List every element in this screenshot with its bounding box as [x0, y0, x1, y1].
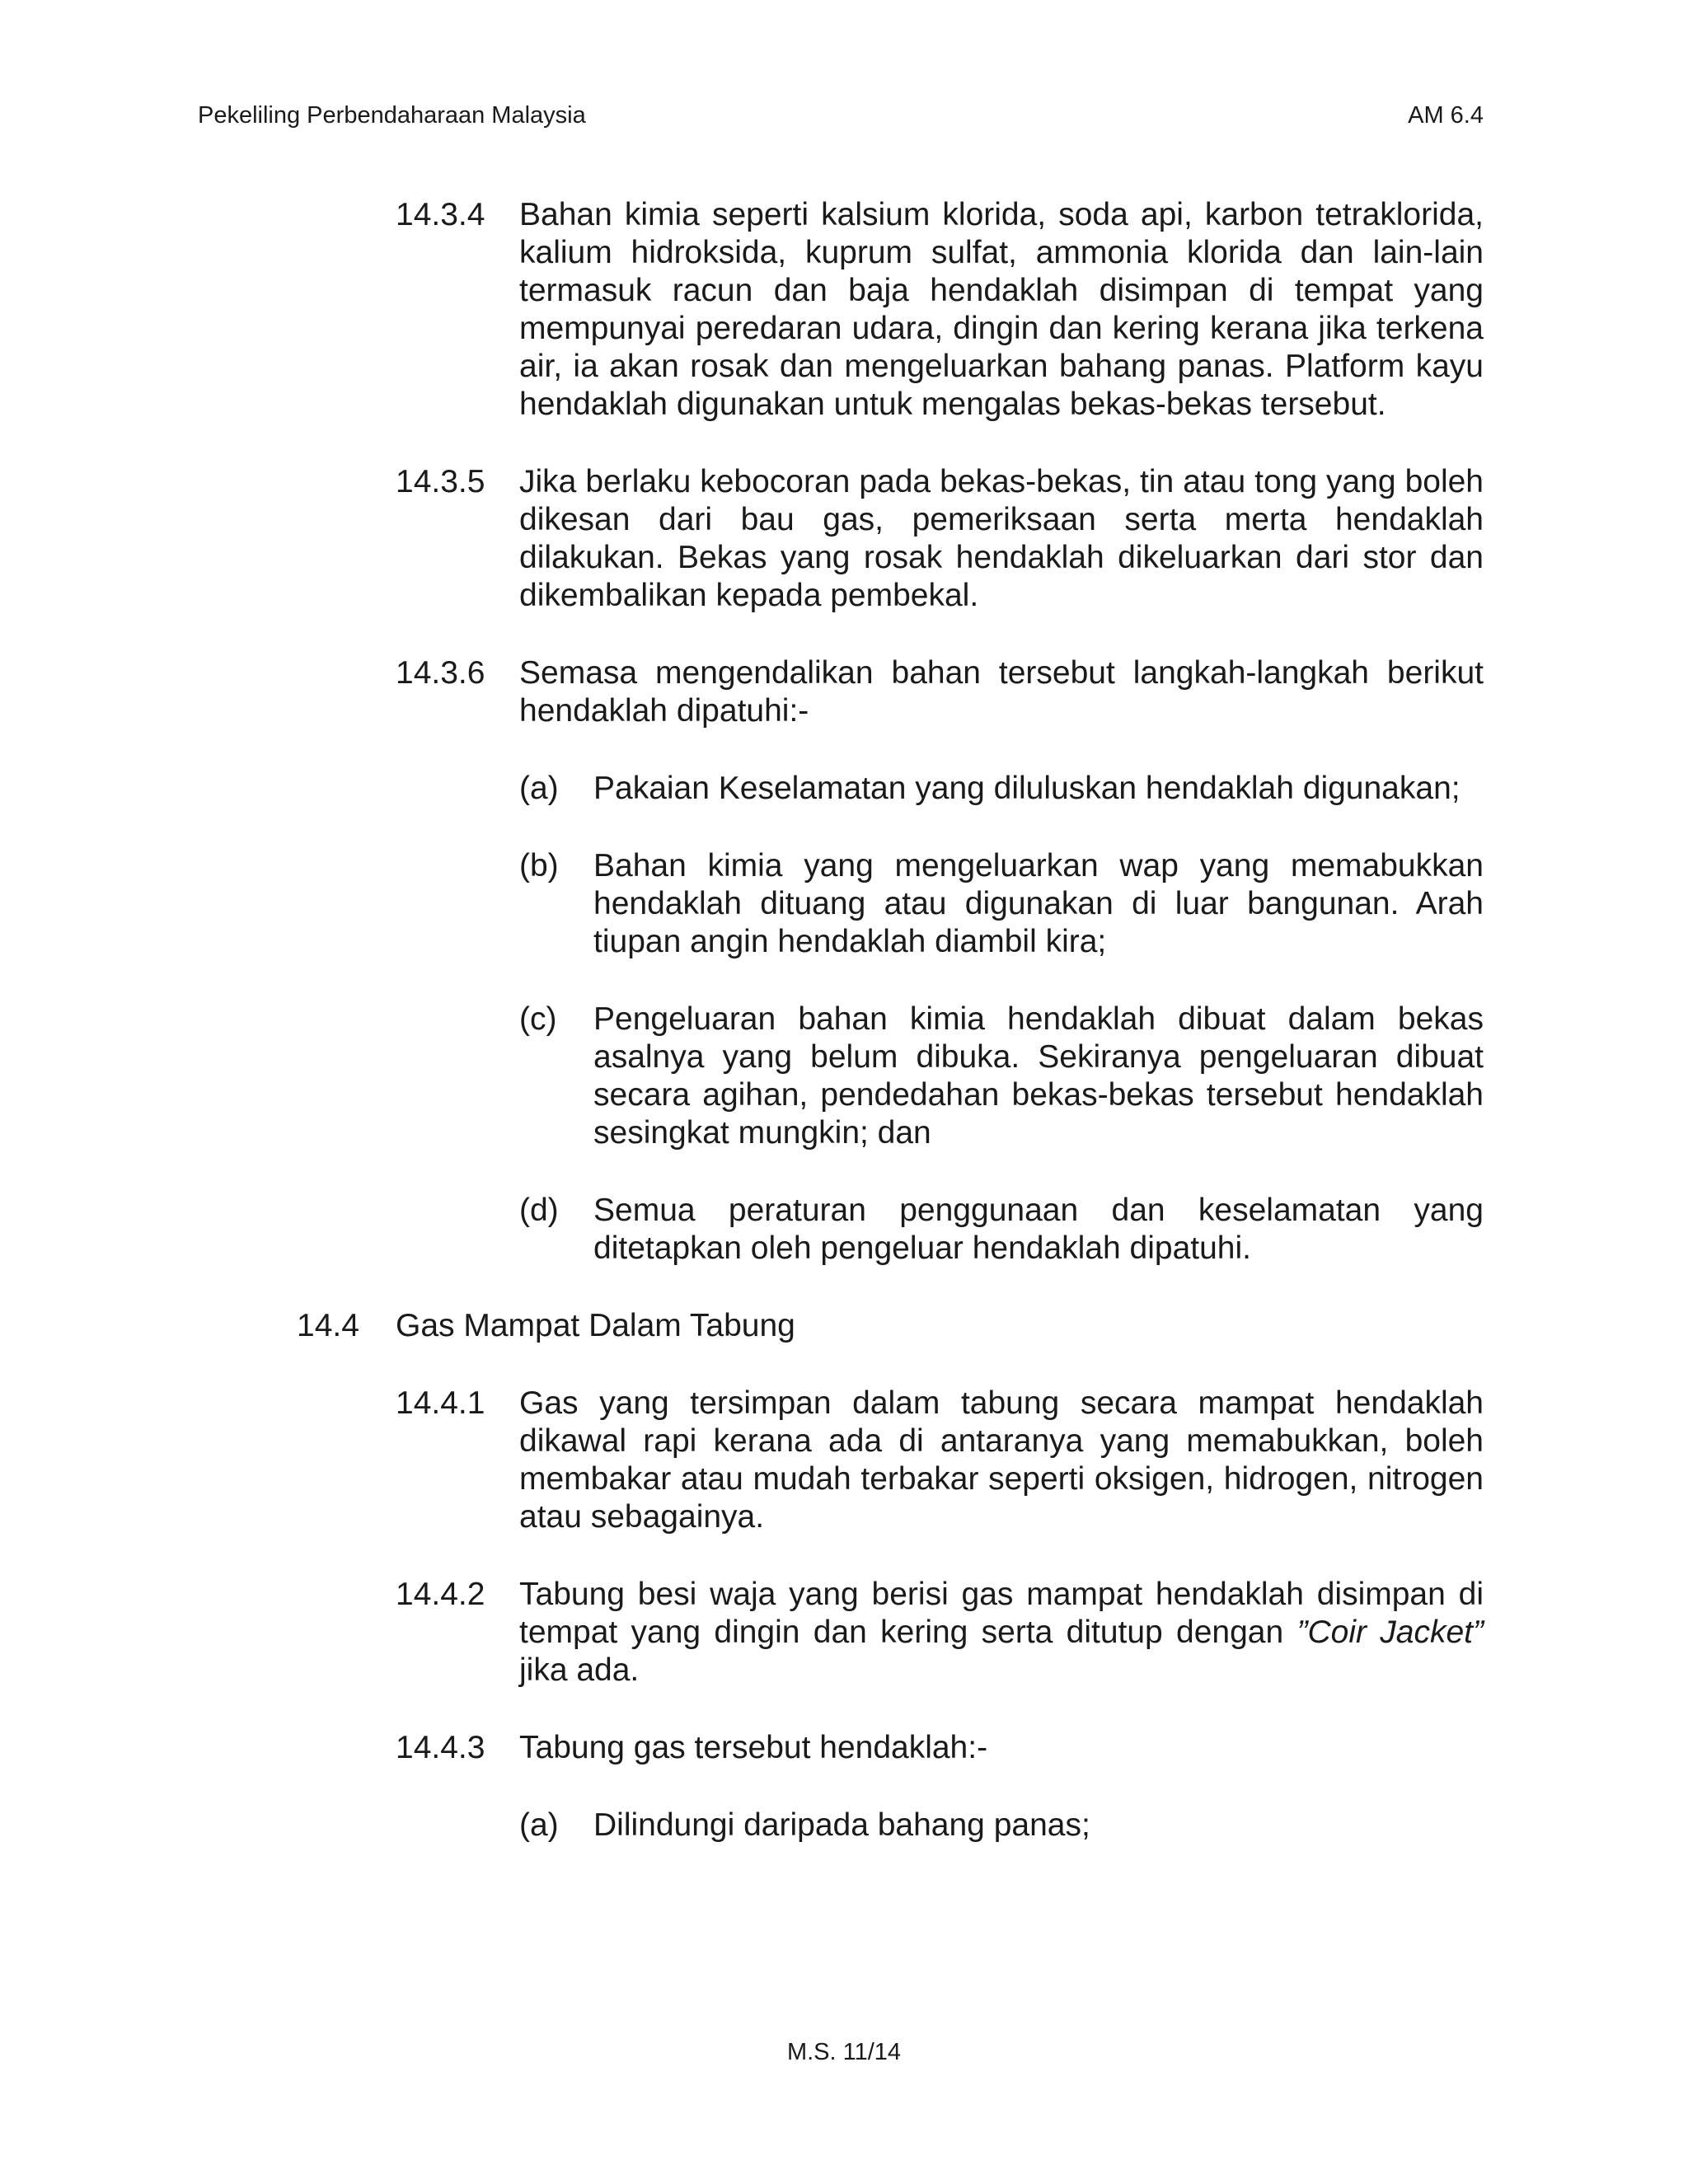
- list-item-marker: (c): [519, 1001, 557, 1037]
- page-number: M.S. 11/14: [786, 2039, 902, 2065]
- paragraph-14-3-5: [0, 463, 1688, 615]
- paragraph-number: 14.3.5: [396, 464, 485, 499]
- list-item-text: Pengeluaran bahan kimia hendaklah dibuat dalam bekas asalnya yang belum dibuka. Sekiranya pengeluaran dibuat secara agihan, pendedahan bekas-bekas tersebut hendaklah sesingkat mungkin; dan: [593, 1001, 1484, 1151]
- section-heading-14-4: [0, 1307, 1688, 1345]
- list-item-text: Pakaian Keselamatan yang diluluskan hendaklah digunakan;: [593, 771, 1461, 806]
- paragraph-14-4-1: [0, 1385, 1688, 1536]
- paragraph-text-part: jika ada.: [519, 1652, 640, 1688]
- paragraph-text-part: Tabung besi waja yang berisi gas mampat hendaklah disimpan di tempat yang dingin dan kering serta ditutup dengan: [519, 1577, 1484, 1650]
- list-item-marker: (a): [519, 771, 559, 806]
- header-document-code: AM 6.4: [1408, 102, 1484, 129]
- paragraph-text: Jika berlaku kebocoran pada bekas-bekas, tin atau tong yang boleh dikesan dari bau gas, pemeriksaan serta merta hendaklah dilakukan. Bekas yang rosak hendaklah dikeluarkan dari stor dan dikembalikan kepada pembekal.: [519, 464, 1484, 613]
- paragraph-number: 14.3.6: [396, 655, 485, 691]
- section-number: 14.4: [297, 1308, 359, 1343]
- paragraph-number: 14.4.1: [396, 1385, 485, 1421]
- paragraph-text: Semasa mengendalikan bahan tersebut langkah-langkah berikut hendaklah dipatuhi:-: [519, 655, 1484, 729]
- list-item-text: Bahan kimia yang mengeluarkan wap yang memabukkan hendaklah dituang atau digunakan di luar bangunan. Arah tiupan angin hendaklah diambil kira;: [593, 848, 1484, 959]
- paragraph-text: Tabung gas tersebut hendaklah:-: [519, 1730, 988, 1765]
- list-item-a: [0, 770, 1688, 808]
- paragraph-14-3-4: [0, 196, 1688, 424]
- list-item-marker: (a): [519, 1807, 559, 1843]
- list-item-c: [0, 1001, 1688, 1152]
- list-item-text: Dilindungi daripada bahang panas;: [593, 1807, 1090, 1843]
- paragraph-14-4-3: [0, 1729, 1688, 1767]
- paragraph-number: 14.3.4: [396, 197, 485, 232]
- document-body: [0, 196, 1688, 1844]
- paragraph-text: [519, 1576, 1484, 1690]
- list-item-text: Semua peraturan penggunaan dan keselamatan yang ditetapkan oleh pengeluar hendaklah dipatuhi.: [593, 1193, 1484, 1266]
- paragraph-14-4-2: [0, 1576, 1688, 1690]
- paragraph-text: Bahan kimia seperti kalsium klorida, soda api, karbon tetraklorida, kalium hidroksida, kuprum sulfat, ammonia klorida dan lain-lain termasuk racun dan baja hendaklah disimpan di tempat yang mempunyai peredaran udara, dingin dan kering kerana jika terkena air, ia akan rosak dan mengeluarkan bahang panas. Platform kayu hendaklah digunakan untuk mengalas bekas-bekas tersebut.: [519, 197, 1484, 422]
- paragraph-text-italic: ”Coir Jacket”: [1296, 1615, 1484, 1650]
- paragraph-number: 14.4.3: [396, 1730, 485, 1765]
- paragraph-number: 14.4.2: [396, 1577, 485, 1612]
- page-header: [198, 99, 1484, 132]
- paragraph-14-3-6: [0, 654, 1688, 730]
- list-item-marker: (d): [519, 1193, 559, 1228]
- section-title: Gas Mampat Dalam Tabung: [396, 1308, 795, 1343]
- list-item-a-2: [0, 1807, 1688, 1844]
- header-title: Pekeliling Perbendaharaan Malaysia: [198, 102, 586, 129]
- list-item-marker: (b): [519, 848, 559, 883]
- paragraph-text: Gas yang tersimpan dalam tabung secara mampat hendaklah dikawal rapi kerana ada di antaranya yang memabukkan, boleh membakar atau mudah terbakar seperti oksigen, hidrogen, nitrogen atau sebagainya.: [519, 1385, 1484, 1535]
- list-item-d: [0, 1192, 1688, 1268]
- list-item-b: [0, 847, 1688, 961]
